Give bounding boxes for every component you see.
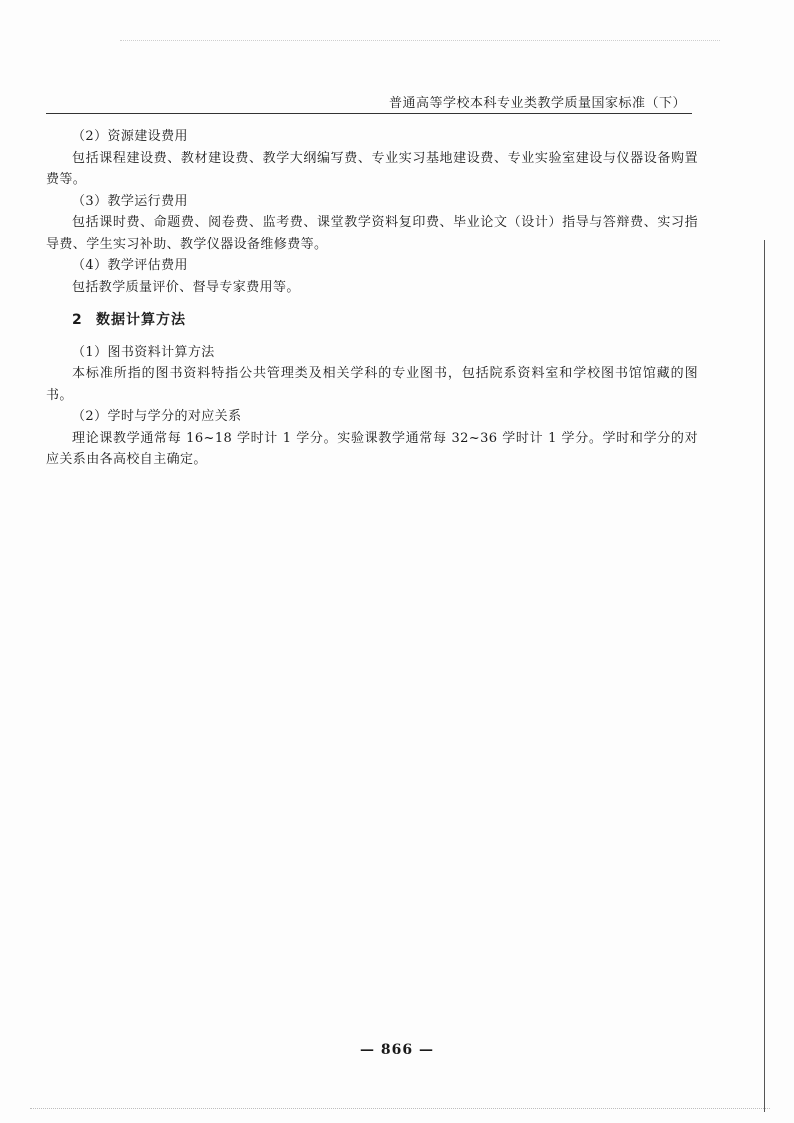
calc-2-title: （2）学时与学分的对应关系 xyxy=(72,409,242,424)
page-number: — 866 — xyxy=(360,1042,434,1058)
calc-1-paragraph: 本标准所指的图书资料特指公共管理类及相关学科的专业图书，包括院系资料室和学校图书馆馆藏的图书。 xyxy=(46,366,698,403)
section-number: 2 xyxy=(72,312,83,328)
scan-artifact-right-edge xyxy=(764,240,765,1112)
item-4-title: （4）教学评估费用 xyxy=(72,258,188,273)
running-header: 普通高等学校本科专业类教学质量国家标准（下） xyxy=(388,96,686,111)
item-2-paragraph: 包括课程建设费、教材建设费、教学大纲编写费、专业实习基地建设费、专业实验室建设与仪器设备购置费等。 xyxy=(46,150,698,187)
item-4-paragraph: 包括教学质量评价、督导专家费用等。 xyxy=(72,279,300,295)
item-2-title: （2）资源建设费用 xyxy=(72,129,188,144)
item-3-paragraph: 包括课时费、命题费、阅卷费、监考费、课堂教学资料复印费、毕业论文（设计）指导与答辩费、实习指导费、学生实习补助、教学仪器设备维修费等。 xyxy=(46,215,698,252)
body-text xyxy=(46,126,698,471)
scan-artifact-top xyxy=(120,40,720,41)
header-rule xyxy=(46,113,692,114)
section-title: 数据计算方法 xyxy=(96,312,186,328)
section-heading xyxy=(46,310,698,332)
calc-1-title: （1）图书资料计算方法 xyxy=(72,344,215,360)
scan-artifact-bottom xyxy=(30,1108,770,1109)
item-3-title: （3）教学运行费用 xyxy=(72,193,188,209)
calc-2-paragraph: 理论课教学通常每 16~18 学时计 1 学分。实验课教学通常每 32~36 学时计 1 学分。学时和学分的对应关系由各高校自主确定。 xyxy=(46,430,698,467)
